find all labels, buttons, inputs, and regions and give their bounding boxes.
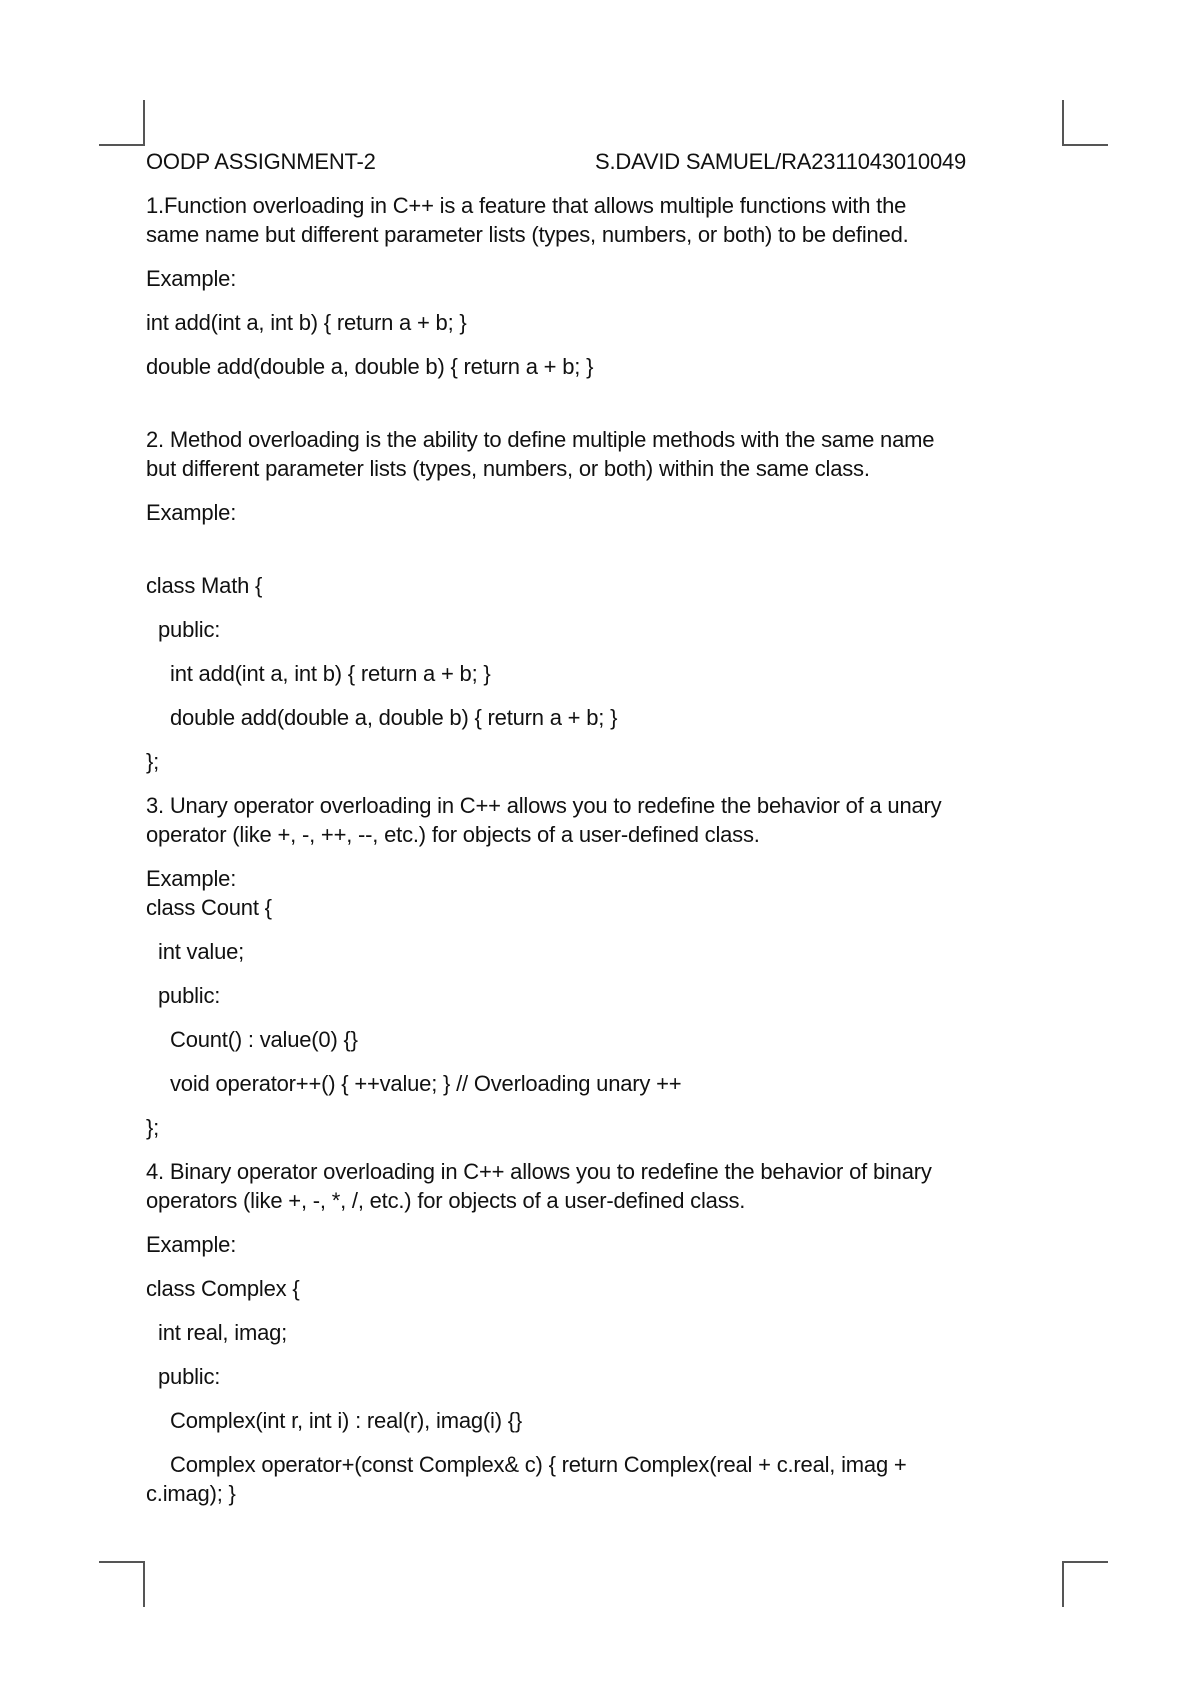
q2-code-2: public:: [158, 617, 221, 642]
crop-mark-top-right-v: [1062, 100, 1064, 146]
q4-code-1: class Complex {: [146, 1276, 300, 1301]
header-assignment-title: OODP ASSIGNMENT-2: [146, 149, 376, 174]
q1-line-1: 1.Function overloading in C++ is a feature that allows multiple functions with the: [146, 193, 907, 218]
q2-code-4: double add(double a, double b) { return a + b; }: [170, 705, 618, 730]
crop-mark-top-left-v: [143, 100, 145, 146]
crop-mark-bottom-right-v: [1062, 1561, 1064, 1607]
q4-code-2: int real, imag;: [158, 1320, 288, 1345]
q4-line-1: 4. Binary operator overloading in C++ allows you to redefine the behavior of binary: [146, 1159, 932, 1184]
header-student-id: S.DAVID SAMUEL/RA2311043010049: [595, 149, 967, 174]
crop-mark-top-right-h: [1062, 144, 1108, 146]
q3-line-2: operator (like +, -, ++, --, etc.) for objects of a user-defined class.: [146, 822, 760, 847]
q3-code-6: };: [146, 1115, 160, 1140]
q3-example-label: Example:: [146, 866, 237, 891]
crop-mark-bottom-left-h: [99, 1561, 145, 1563]
q2-code-5: };: [146, 749, 160, 774]
q4-code-6: c.imag); }: [146, 1481, 236, 1506]
q1-example-label: Example:: [146, 266, 237, 291]
q1-code-2: double add(double a, double b) { return a + b; }: [146, 354, 594, 379]
crop-mark-bottom-right-h: [1062, 1561, 1108, 1563]
q3-code-3: public:: [158, 983, 221, 1008]
q3-code-4: Count() : value(0) {}: [170, 1027, 358, 1052]
q2-line-1: 2. Method overloading is the ability to define multiple methods with the same name: [146, 427, 935, 452]
q2-example-label: Example:: [146, 500, 237, 525]
q3-code-5: void operator++() { ++value; } // Overloading unary ++: [170, 1071, 682, 1096]
crop-mark-bottom-left-v: [143, 1561, 145, 1607]
q2-code-1: class Math {: [146, 573, 263, 598]
q3-line-1: 3. Unary operator overloading in C++ allows you to redefine the behavior of a unary: [146, 793, 942, 818]
q3-code-1: class Count {: [146, 895, 272, 920]
q2-line-2: but different parameter lists (types, numbers, or both) within the same class.: [146, 456, 870, 481]
q4-code-5: Complex operator+(const Complex& c) { return Complex(real + c.real, imag +: [170, 1452, 907, 1477]
q4-line-2: operators (like +, -, *, /, etc.) for objects of a user-defined class.: [146, 1188, 746, 1213]
q4-code-4: Complex(int r, int i) : real(r), imag(i) {}: [170, 1408, 523, 1433]
q4-code-3: public:: [158, 1364, 221, 1389]
q1-line-2: same name but different parameter lists (types, numbers, or both) to be defined.: [146, 222, 909, 247]
q1-code-1: int add(int a, int b) { return a + b; }: [146, 310, 467, 335]
q2-code-3: int add(int a, int b) { return a + b; }: [170, 661, 491, 686]
q3-code-2: int value;: [158, 939, 245, 964]
crop-mark-top-left-h: [99, 144, 145, 146]
q4-example-label: Example:: [146, 1232, 237, 1257]
